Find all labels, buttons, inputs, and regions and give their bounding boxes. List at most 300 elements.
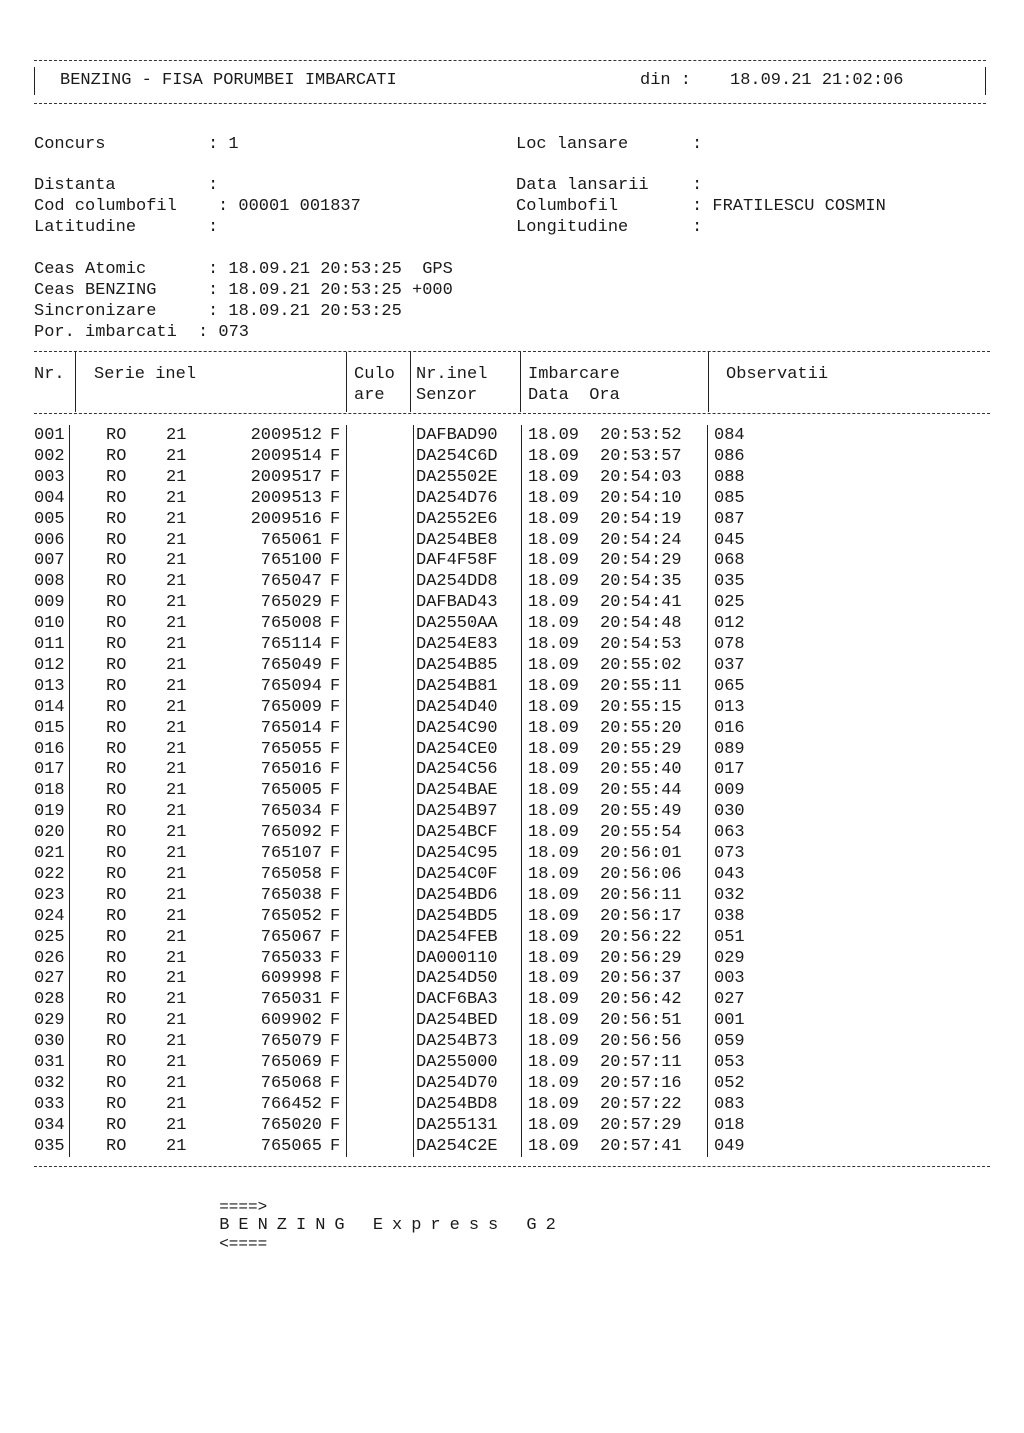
- row-year: 21: [166, 551, 187, 571]
- row-time: 20:55:49: [600, 802, 682, 822]
- table-header-rule: [34, 413, 990, 414]
- row-sensor-id: DA254BD5: [416, 906, 498, 926]
- row-date: 18.09: [528, 530, 580, 550]
- row-country: RO: [106, 530, 127, 550]
- row-observatii: 087: [714, 509, 745, 529]
- row-sensor-id: DACF6BA3: [416, 990, 498, 1010]
- header-senzor-2: Senzor: [416, 386, 478, 405]
- row-time: 20:57:16: [600, 1073, 682, 1093]
- row-ring-number: 765114: [260, 635, 322, 654]
- row-sensor-id: DA254BED: [416, 1011, 498, 1031]
- row-year: 21: [166, 572, 187, 592]
- row-ring-number: 2009514: [250, 446, 322, 466]
- header-senzor-1: Nr.inel: [416, 365, 488, 384]
- row-sex: F: [330, 697, 341, 717]
- row-nr: 016: [34, 739, 65, 759]
- row-country: RO: [106, 697, 127, 717]
- por-imbarcati-value: : 073: [198, 323, 250, 342]
- row-time: 20:53:52: [600, 426, 682, 445]
- row-sex: F: [330, 1073, 341, 1093]
- row-time: 20:56:17: [600, 906, 682, 926]
- row-country: RO: [106, 1032, 127, 1052]
- row-ring-number: 765009: [260, 697, 322, 717]
- header-culoare-1: Culo: [354, 365, 395, 384]
- row-date: 18.09: [528, 844, 580, 863]
- row-year: 21: [166, 446, 187, 466]
- cod-columbofil-label: Cod columbofil: [34, 197, 177, 216]
- row-sensor-id: DA254E83: [416, 635, 498, 654]
- row-observatii: 045: [714, 530, 745, 550]
- row-year: 21: [166, 509, 187, 529]
- row-observatii: 001: [714, 1011, 745, 1031]
- row-ring-number: 765092: [260, 823, 322, 843]
- row-country: RO: [106, 1073, 127, 1093]
- row-ring-number: 2009512: [250, 426, 322, 445]
- row-sensor-id: DA254D76: [416, 488, 498, 508]
- row-country: RO: [106, 614, 127, 634]
- latitudine-label: Latitudine: [34, 218, 137, 237]
- row-nr: 033: [34, 1094, 65, 1114]
- row-country: RO: [106, 718, 127, 738]
- row-year: 21: [166, 488, 187, 508]
- row-sensor-id: DA254B85: [416, 655, 498, 675]
- row-observatii: 025: [714, 593, 745, 613]
- row-sensor-id: DA255000: [416, 1053, 498, 1072]
- row-nr: 028: [34, 990, 65, 1010]
- loc-lansare-label: Loc lansare: [516, 135, 629, 154]
- row-country: RO: [106, 823, 127, 843]
- row-sensor-id: DA254D50: [416, 969, 498, 989]
- row-ring-number: 2009516: [250, 509, 322, 529]
- row-observatii: 029: [714, 948, 745, 968]
- row-sensor-id: DA254BD8: [416, 1094, 498, 1114]
- row-ring-number: 765047: [260, 572, 322, 592]
- sincronizare-value: : 18.09.21 20:53:25: [208, 302, 402, 321]
- row-sensor-id: DAFBAD43: [416, 593, 498, 613]
- row-date: 18.09: [528, 781, 580, 801]
- row-date: 18.09: [528, 802, 580, 822]
- row-observatii: 027: [714, 990, 745, 1010]
- row-sensor-id: DA254C6D: [416, 446, 498, 466]
- row-country: RO: [106, 760, 127, 780]
- row-country: RO: [106, 802, 127, 822]
- row-observatii: 065: [714, 676, 745, 696]
- row-country: RO: [106, 864, 127, 884]
- row-sex: F: [330, 593, 341, 613]
- row-ring-number: 765069: [260, 1053, 322, 1072]
- row-observatii: 018: [714, 1115, 745, 1135]
- row-observatii: 035: [714, 572, 745, 592]
- row-time: 20:54:53: [600, 635, 682, 654]
- ceas-atomic-label: Ceas Atomic: [34, 260, 147, 279]
- row-time: 20:56:01: [600, 844, 682, 863]
- distanta-label: Distanta: [34, 176, 116, 195]
- row-year: 21: [166, 697, 187, 717]
- footer-brand: BENZING Express G2: [219, 1216, 565, 1235]
- body-sep-culoare: [413, 425, 414, 1157]
- row-date: 18.09: [528, 906, 580, 926]
- ceas-benzing-value: : 18.09.21 20:53:25 +000: [208, 281, 453, 300]
- col-sep-nr: [75, 352, 76, 412]
- concurs-label: Concurs: [34, 135, 106, 154]
- row-country: RO: [106, 488, 127, 508]
- row-ring-number: 765067: [260, 927, 322, 947]
- row-country: RO: [106, 1053, 127, 1072]
- row-observatii: 053: [714, 1053, 745, 1072]
- row-country: RO: [106, 635, 127, 654]
- footer-right-arrow: <====: [219, 1235, 268, 1253]
- col-sep-imbarcare: [708, 352, 709, 412]
- row-year: 21: [166, 1136, 187, 1156]
- row-observatii: 063: [714, 823, 745, 843]
- row-year: 21: [166, 969, 187, 989]
- row-ring-number: 765005: [260, 781, 322, 801]
- row-observatii: 089: [714, 739, 745, 759]
- row-time: 20:54:35: [600, 572, 682, 592]
- row-date: 18.09: [528, 927, 580, 947]
- row-sex: F: [330, 927, 341, 947]
- footer-brand-line: [200, 1180, 565, 1253]
- row-date: 18.09: [528, 614, 580, 634]
- row-time: 20:55:44: [600, 781, 682, 801]
- row-year: 21: [166, 1115, 187, 1135]
- row-observatii: 038: [714, 906, 745, 926]
- row-sensor-id: DA254C56: [416, 760, 498, 780]
- row-nr: 013: [34, 676, 65, 696]
- row-sex: F: [330, 655, 341, 675]
- row-sensor-id: DA254DD8: [416, 572, 498, 592]
- row-ring-number: 609998: [260, 969, 322, 989]
- row-nr: 022: [34, 864, 65, 884]
- row-sex: F: [330, 676, 341, 696]
- row-time: 20:56:56: [600, 1032, 682, 1052]
- row-ring-number: 765058: [260, 864, 322, 884]
- print-date-value: 18.09.21 21:02:06: [730, 71, 904, 90]
- row-time: 20:56:51: [600, 1011, 682, 1031]
- row-date: 18.09: [528, 864, 580, 884]
- row-date: 18.09: [528, 760, 580, 780]
- row-sensor-id: DA254D70: [416, 1073, 498, 1093]
- row-sex: F: [330, 864, 341, 884]
- row-nr: 002: [34, 446, 65, 466]
- ceas-benzing-label: Ceas BENZING: [34, 281, 157, 300]
- row-observatii: 059: [714, 1032, 745, 1052]
- row-date: 18.09: [528, 718, 580, 738]
- concurs-value: : 1: [208, 135, 239, 154]
- print-date-label: din :: [640, 71, 692, 90]
- row-country: RO: [106, 1136, 127, 1156]
- row-observatii: 012: [714, 614, 745, 634]
- row-ring-number: 765033: [260, 948, 322, 968]
- row-sex: F: [330, 446, 341, 466]
- row-time: 20:57:11: [600, 1053, 682, 1072]
- body-sep-senzor: [521, 425, 522, 1157]
- row-observatii: 049: [714, 1136, 745, 1156]
- row-time: 20:55:11: [600, 676, 682, 696]
- row-sex: F: [330, 739, 341, 759]
- row-sensor-id: DA254B73: [416, 1032, 498, 1052]
- row-sex: F: [330, 948, 341, 968]
- row-year: 21: [166, 593, 187, 613]
- row-time: 20:57:22: [600, 1094, 682, 1114]
- row-nr: 001: [34, 426, 65, 445]
- row-country: RO: [106, 1011, 127, 1031]
- row-nr: 020: [34, 823, 65, 843]
- row-nr: 026: [34, 948, 65, 968]
- row-sensor-id: DA254B81: [416, 676, 498, 696]
- row-ring-number: 765034: [260, 802, 322, 822]
- row-year: 21: [166, 844, 187, 863]
- row-time: 20:56:11: [600, 885, 682, 905]
- row-nr: 030: [34, 1032, 65, 1052]
- row-observatii: 016: [714, 718, 745, 738]
- row-year: 21: [166, 864, 187, 884]
- row-country: RO: [106, 781, 127, 801]
- footer-left-arrow: ====>: [219, 1198, 268, 1216]
- row-nr: 035: [34, 1136, 65, 1156]
- row-year: 21: [166, 1053, 187, 1072]
- row-nr: 018: [34, 781, 65, 801]
- row-time: 20:57:41: [600, 1136, 682, 1156]
- row-observatii: 030: [714, 802, 745, 822]
- row-observatii: 003: [714, 969, 745, 989]
- row-time: 20:55:02: [600, 655, 682, 675]
- row-country: RO: [106, 446, 127, 466]
- row-date: 18.09: [528, 572, 580, 592]
- row-sensor-id: DA254C90: [416, 718, 498, 738]
- columbofil-value: : FRATILESCU COSMIN: [692, 197, 886, 216]
- row-year: 21: [166, 467, 187, 487]
- row-date: 18.09: [528, 739, 580, 759]
- row-sensor-id: DA25502E: [416, 467, 498, 487]
- row-year: 21: [166, 1011, 187, 1031]
- row-year: 21: [166, 927, 187, 947]
- row-time: 20:56:42: [600, 990, 682, 1010]
- row-nr: 003: [34, 467, 65, 487]
- row-time: 20:55:29: [600, 739, 682, 759]
- row-observatii: 078: [714, 635, 745, 654]
- row-ring-number: 2009513: [250, 488, 322, 508]
- row-sex: F: [330, 467, 341, 487]
- row-country: RO: [106, 676, 127, 696]
- row-nr: 017: [34, 760, 65, 780]
- row-time: 20:54:10: [600, 488, 682, 508]
- row-time: 20:57:29: [600, 1115, 682, 1135]
- cod-columbofil-value: : 00001 001837: [218, 197, 361, 216]
- row-nr: 011: [34, 635, 65, 654]
- row-year: 21: [166, 1073, 187, 1093]
- col-sep-serie: [346, 352, 347, 412]
- col-sep-culoare: [410, 352, 411, 412]
- row-country: RO: [106, 1094, 127, 1114]
- row-date: 18.09: [528, 426, 580, 445]
- row-ring-number: 765049: [260, 655, 322, 675]
- row-ring-number: 765014: [260, 718, 322, 738]
- row-sex: F: [330, 885, 341, 905]
- row-ring-number: 765068: [260, 1073, 322, 1093]
- row-time: 20:54:19: [600, 509, 682, 529]
- row-time: 20:54:03: [600, 467, 682, 487]
- row-nr: 008: [34, 572, 65, 592]
- row-sensor-id: DAFBAD90: [416, 426, 498, 445]
- row-year: 21: [166, 781, 187, 801]
- row-country: RO: [106, 551, 127, 571]
- row-ring-number: 765065: [260, 1136, 322, 1156]
- row-observatii: 086: [714, 446, 745, 466]
- row-ring-number: 765016: [260, 760, 322, 780]
- row-date: 18.09: [528, 1136, 580, 1156]
- row-nr: 032: [34, 1073, 65, 1093]
- row-year: 21: [166, 676, 187, 696]
- row-year: 21: [166, 655, 187, 675]
- row-observatii: 085: [714, 488, 745, 508]
- row-sensor-id: DA2552E6: [416, 509, 498, 529]
- row-year: 21: [166, 739, 187, 759]
- row-sex: F: [330, 509, 341, 529]
- row-sex: F: [330, 488, 341, 508]
- row-sex: F: [330, 530, 341, 550]
- row-year: 21: [166, 948, 187, 968]
- row-sex: F: [330, 969, 341, 989]
- row-sensor-id: DA254C0F: [416, 864, 498, 884]
- row-sex: F: [330, 1032, 341, 1052]
- body-sep-nr: [69, 425, 70, 1157]
- header-box-left-border: [34, 67, 35, 95]
- row-nr: 025: [34, 927, 65, 947]
- row-observatii: 032: [714, 885, 745, 905]
- row-nr: 006: [34, 530, 65, 550]
- header-culoare-2: are: [354, 386, 385, 405]
- row-sensor-id: DA254C95: [416, 844, 498, 863]
- row-ring-number: 766452: [260, 1094, 322, 1114]
- row-date: 18.09: [528, 635, 580, 654]
- row-sex: F: [330, 906, 341, 926]
- row-sex: F: [330, 635, 341, 654]
- row-time: 20:55:54: [600, 823, 682, 843]
- row-sex: F: [330, 990, 341, 1010]
- row-year: 21: [166, 718, 187, 738]
- row-date: 18.09: [528, 948, 580, 968]
- row-sex: F: [330, 551, 341, 571]
- table-top-rule: [34, 351, 990, 352]
- row-time: 20:55:40: [600, 760, 682, 780]
- row-sex: F: [330, 426, 341, 445]
- row-sex: F: [330, 760, 341, 780]
- row-country: RO: [106, 885, 127, 905]
- row-observatii: 013: [714, 697, 745, 717]
- row-sex: F: [330, 572, 341, 592]
- row-time: 20:56:06: [600, 864, 682, 884]
- row-ring-number: 765055: [260, 739, 322, 759]
- row-sensor-id: DA254BE8: [416, 530, 498, 550]
- row-time: 20:56:29: [600, 948, 682, 968]
- row-country: RO: [106, 844, 127, 863]
- table-bottom-rule: [34, 1166, 990, 1167]
- row-sensor-id: DA254CE0: [416, 739, 498, 759]
- row-year: 21: [166, 885, 187, 905]
- row-time: 20:56:22: [600, 927, 682, 947]
- row-sex: F: [330, 1115, 341, 1135]
- row-date: 18.09: [528, 509, 580, 529]
- row-nr: 012: [34, 655, 65, 675]
- row-observatii: 083: [714, 1094, 745, 1114]
- row-country: RO: [106, 739, 127, 759]
- row-nr: 019: [34, 802, 65, 822]
- row-nr: 023: [34, 885, 65, 905]
- loc-lansare-value: :: [692, 135, 703, 154]
- row-country: RO: [106, 426, 127, 445]
- longitudine-label: Longitudine: [516, 218, 629, 237]
- row-observatii: 088: [714, 467, 745, 487]
- header-imbarcare-2: Data Ora: [528, 386, 620, 405]
- row-sex: F: [330, 781, 341, 801]
- body-sep-imbarcare: [707, 425, 708, 1157]
- row-time: 20:55:15: [600, 697, 682, 717]
- row-sensor-id: DA254FEB: [416, 927, 498, 947]
- row-nr: 010: [34, 614, 65, 634]
- row-date: 18.09: [528, 676, 580, 696]
- columbofil-label: Columbofil: [516, 197, 619, 216]
- row-date: 18.09: [528, 488, 580, 508]
- row-sensor-id: DA254D40: [416, 697, 498, 717]
- por-imbarcati-label: Por. imbarcati: [34, 323, 177, 342]
- row-date: 18.09: [528, 1011, 580, 1031]
- data-lansarii-label: Data lansarii: [516, 176, 649, 195]
- row-country: RO: [106, 593, 127, 613]
- row-nr: 021: [34, 844, 65, 863]
- row-country: RO: [106, 969, 127, 989]
- row-sensor-id: DA254BD6: [416, 885, 498, 905]
- row-date: 18.09: [528, 1032, 580, 1052]
- row-ring-number: 2009517: [250, 467, 322, 487]
- row-year: 21: [166, 530, 187, 550]
- header-serie-inel: Serie inel: [94, 365, 197, 384]
- row-date: 18.09: [528, 1053, 580, 1072]
- row-ring-number: 765094: [260, 676, 322, 696]
- row-ring-number: 765100: [260, 551, 322, 571]
- row-sensor-id: DA254B97: [416, 802, 498, 822]
- row-sex: F: [330, 802, 341, 822]
- row-country: RO: [106, 927, 127, 947]
- row-observatii: 009: [714, 781, 745, 801]
- row-nr: 029: [34, 1011, 65, 1031]
- row-country: RO: [106, 467, 127, 487]
- row-sex: F: [330, 1053, 341, 1072]
- body-sep-serie: [346, 425, 347, 1157]
- row-sensor-id: DA2550AA: [416, 614, 498, 634]
- row-nr: 007: [34, 551, 65, 571]
- row-year: 21: [166, 635, 187, 654]
- row-year: 21: [166, 906, 187, 926]
- row-year: 21: [166, 1032, 187, 1052]
- row-year: 21: [166, 1094, 187, 1114]
- row-sensor-id: DA255131: [416, 1115, 498, 1135]
- row-observatii: 052: [714, 1073, 745, 1093]
- longitudine-value: :: [692, 218, 703, 237]
- row-nr: 027: [34, 969, 65, 989]
- ceas-atomic-value: : 18.09.21 20:53:25 GPS: [208, 260, 453, 279]
- row-ring-number: 765038: [260, 885, 322, 905]
- row-sex: F: [330, 718, 341, 738]
- row-nr: 015: [34, 718, 65, 738]
- row-time: 20:54:48: [600, 614, 682, 634]
- header-imbarcare-1: Imbarcare: [528, 365, 620, 384]
- row-date: 18.09: [528, 446, 580, 466]
- row-country: RO: [106, 509, 127, 529]
- row-nr: 014: [34, 697, 65, 717]
- row-country: RO: [106, 1115, 127, 1135]
- row-country: RO: [106, 572, 127, 592]
